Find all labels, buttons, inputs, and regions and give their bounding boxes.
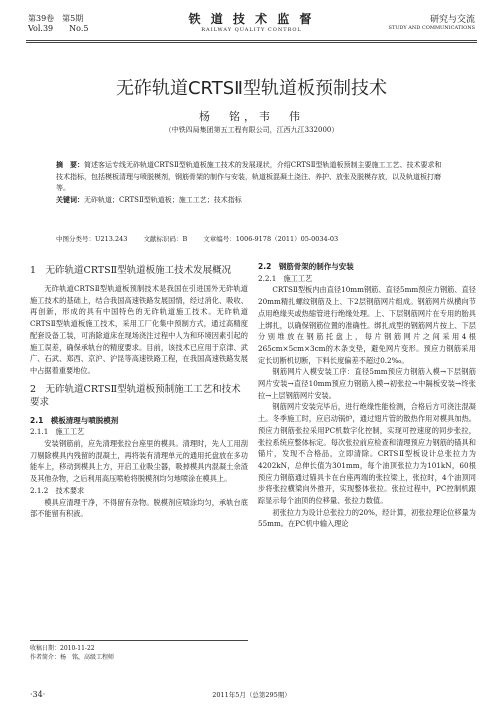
document-code: 文献标识码：B — [143, 235, 188, 243]
left-column — [30, 258, 248, 520]
keywords-text: 无砟轨道；CRTSⅡ型轨道板；施工工艺；技术指标 — [84, 195, 242, 204]
section-2-2-heading: 2.2 钢筋骨架的制作与安装 — [258, 262, 354, 271]
paragraph-tensioning: 钢筋网片安装完毕后，进行绝缘性能检测，合格后方可浇注混凝土。冬季施工时，应启动锅炉，通过翅片管的散热作用对模具加热。预应力钢筋张拉采用PC机数字化控制，实现可控速度的同步张拉，张拉系统应整体标定。每次张拉前应检查和清理预应力钢筋的锚具和锚片，发现不合格品，立即清除。CRTSⅡ型板设计总张拉力为4202kN，总伸长值为301mm，每个油顶张拉力为101kN，60根预应力钢筋通过锚具卡在台座两端的张拉梁上，张拉时，4个油顶同步将张拉横梁向外推开，实现整体张拉。张拉过程中，PC控制机跟踪显示每个油顶的位移量、张拉力数值。 — [258, 402, 476, 506]
section-title-en: STUDY AND COMMUNICATIONS — [388, 25, 475, 31]
paragraph-rebar: CRTSⅡ型板内由直径10mm钢筋、直径5mm预应力钢筋、直径20mm精扎螺纹钢筋及上、下2层钢筋网片组成。钢筋网片纵横向节点用绝缘夹或热缩管进行绝缘处理。上、下层钢筋网片在专用的胎具上绑扎，以确保钢筋位置的准确性。绑扎成型的钢筋网片按上、下层分别堆放在钢筋托盘上，每片钢筋网片之间采用4根265cm×5cm×3cm的木条支垫，避免网片变形。预应力钢筋采用定长切断机切断，下料长度偏差不超过0.2‰。 — [258, 285, 476, 365]
volume-cn: 第39卷 第5期 — [28, 14, 84, 23]
received-date: 收稿日期：2010-11-22 — [30, 645, 95, 652]
paragraph-procedure: 钢筋网片入模安装工序：直径5mm预应力钢筋入模→下层钢筋网片安装→直径10mm预应力钢筋入模→初张拉→中隔板安装→终张拉→上层钢筋网片安装。 — [258, 367, 476, 400]
section-2-2-1-heading: 2.2.1 施工工艺 — [258, 273, 313, 283]
right-column — [258, 258, 476, 530]
abstract-body — [56, 160, 448, 195]
journal-title: 铁 道 技 术 监 督 — [188, 12, 315, 26]
section-header — [388, 12, 475, 31]
header-rule — [26, 40, 477, 41]
abstract-text: 简述客运专线无砟轨道CRTSⅡ型轨道板施工技术的发展现状，介绍CRTSⅡ型轨道板预制主要施工工艺、技术要求和技术指标，包括模板清理与喷脱模剂，钢筋骨架的制作与安装，轨道板混凝土浇注、养护、放张及脱模存放，以及轨道板打磨等。 — [56, 161, 442, 192]
affiliation: （中铁四局集团第五工程有限公司，江西九江332000） — [164, 126, 339, 134]
issue-date: 2011年5月（总第295期） — [212, 691, 291, 699]
classification-meta — [56, 234, 448, 243]
section-2-1-heading: 2.1 模板清理与喷脱模剂 — [30, 415, 119, 425]
section-title: 研究与交流 — [429, 15, 475, 25]
paragraph-initial-tension: 初张拉力为设计总张拉力的20%，经计算，初张拉理论位移量为55mm。在PC机中输入理论 — [258, 507, 476, 529]
author-bio: 作者简介：杨 铭，高级工程师 — [30, 654, 115, 661]
authors: 杨 铭，韦 伟 — [199, 110, 304, 123]
section-1-text: 无砟轨道CRTSⅡ型轨道板预制技术是我国在引进国外无砟轨道施工技术的基础上，结合我国高速铁路发展国情，经过消化、吸收、再创新，形成的具有中国特色的无砟轨道施工技术。无砟轨道CRTSⅡ型轨道板施工技术，采用工厂化集中预制方式，通过高精度配套设备工装，可消除道床在现场浇注过程中人为和环境因素引起的施工误差，确保承轨台的精度要求。目前，该技术已应用于京津、武广、石武、郑西、京沪、沪昆等高速铁路工程，在我国高速铁路发展中占据着重要地位。 — [30, 284, 248, 375]
keywords-label: 关键词： — [56, 195, 84, 204]
abstract-label: 摘 要： — [56, 161, 84, 169]
section-1-heading: 1 无砟轨道CRTSⅡ型轨道板施工技术发展概况 — [30, 265, 232, 276]
section-2-1-2-heading: 2.1.2 技术要求 — [30, 485, 85, 495]
clc-number: 中图分类号：U213.243 — [56, 235, 128, 243]
keywords — [56, 195, 448, 207]
footnote — [30, 640, 248, 662]
abstract — [56, 160, 448, 206]
paper-title: 无砟轨道CRTSⅡ型轨道板预制技术 — [115, 78, 388, 99]
section-2-1-1-heading: 2.1.1 施工工艺 — [30, 427, 85, 437]
section-2-1-1-text: 安装钢筋前，应先清理张拉台座里的模具。清理时，先人工用刮刀剔除模具内残留的混凝土，再将装有清理单元的通用托盘放在多功能车上，移动到模具上方，开启工业吸尘器，吸掉模具内混凝土余渣及其他杂物，之后利用高压喷枪将脱模剂均匀地喷涂在模具上。 — [30, 439, 248, 484]
journal-title-en: RAILWAY QUALITY CONTROL — [201, 27, 302, 33]
section-2-heading: 2 无砟轨道CRTSⅡ型轨道板预制施工工艺和技术要求 — [30, 383, 241, 408]
page-number: ·34· — [30, 690, 46, 699]
volume-en: Vol.39 No.5 — [28, 24, 89, 33]
header-rule-2 — [26, 42, 477, 43]
section-2-1-2-text: 模具应清理干净，不得留有杂物。脱模剂应喷涂均匀，承轨台底部不能留有积液。 — [30, 497, 248, 519]
article-number: 文章编号：1006-9178（2011）05-0034-03 — [203, 235, 339, 243]
